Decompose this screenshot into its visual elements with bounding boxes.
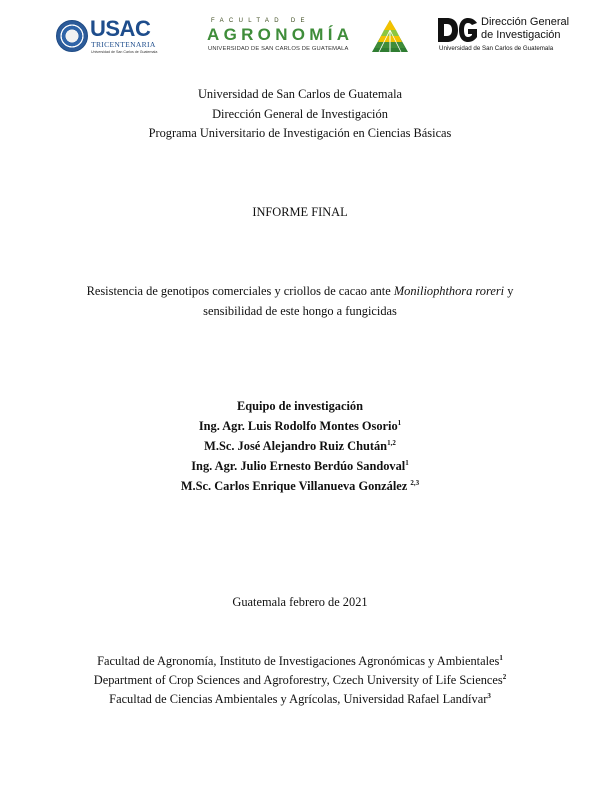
digi-logo-subtitle: Universidad de San Carlos de Guatemala xyxy=(439,45,554,52)
agronomia-logo-top: FACULTAD DE xyxy=(211,18,310,24)
team-member xyxy=(0,458,600,474)
usac-logo-subtitle: Universidad de San Carlos de Guatemala xyxy=(91,50,158,54)
affiliation-text: Department of Crop Sciences and Agroforestry, Czech University of Life Sciences xyxy=(93,673,503,687)
usac-logo xyxy=(56,16,160,58)
usac-seal-icon xyxy=(56,20,88,52)
member-affiliation: 2,3 xyxy=(410,479,420,487)
agronomia-logo-name: AGRONOMÍA xyxy=(207,25,354,44)
title-text-pre: Resistencia de genotipos comerciales y criollos de cacao ante xyxy=(86,284,394,298)
team-member xyxy=(0,438,600,454)
affiliation-text: Facultad de Ciencias Ambientales y Agrícolas, Universidad Rafael Landívar xyxy=(109,692,488,706)
member-name: M.Sc. José Alejandro Ruiz Chután xyxy=(204,439,388,453)
affiliation-line xyxy=(0,653,600,669)
affiliation-mark: 3 xyxy=(487,692,491,700)
institution-name: Universidad de San Carlos de Guatemala xyxy=(197,87,403,101)
member-name: M.Sc. Carlos Enrique Villanueva González xyxy=(180,479,411,493)
team-member xyxy=(0,478,600,494)
digi-logo-title-2: de Investigación xyxy=(481,29,561,41)
direction-name: Dirección General de Investigación xyxy=(212,107,388,121)
affiliation-text: Facultad de Agronomía, Instituto de Investigaciones Agronómicas y Ambientales xyxy=(97,654,500,668)
affiliation-mark: 1 xyxy=(499,654,503,662)
report-title-line-2: sensibilidad de este hongo a fungicidas xyxy=(203,304,397,318)
report-type: INFORME FINAL xyxy=(252,205,348,219)
member-name: Ing. Agr. Luis Rodolfo Montes Osorio xyxy=(198,419,398,433)
member-name: Ing. Agr. Julio Ernesto Berdúo Sandoval xyxy=(191,459,406,473)
agronomia-logo xyxy=(207,16,407,58)
usac-logo-name: USAC xyxy=(90,16,151,41)
team-member xyxy=(0,418,600,434)
affiliation-line xyxy=(0,691,600,707)
member-affiliation: 1 xyxy=(405,459,409,467)
digi-logo-title-1: Dirección General xyxy=(481,16,570,28)
affiliation-line xyxy=(0,672,600,688)
report-title-line-1 xyxy=(0,283,600,299)
member-affiliation: 1,2 xyxy=(387,439,396,447)
usac-logo-tagline: TRICENTENARIA xyxy=(91,40,156,49)
title-text-post: y xyxy=(504,284,514,298)
agronomia-logo-subtitle: UNIVERSIDAD DE SAN CARLOS DE GUATEMALA xyxy=(208,46,349,52)
member-affiliation: 1 xyxy=(397,419,402,427)
digi-logo xyxy=(437,16,570,58)
logo-bar xyxy=(0,16,600,58)
date-place: Guatemala febrero de 2021 xyxy=(232,595,368,609)
team-heading: Equipo de investigación xyxy=(237,399,363,413)
affiliation-mark: 2 xyxy=(502,673,507,681)
title-species-name: Moniliophthora roreri xyxy=(393,284,505,298)
digi-dg-icon xyxy=(437,17,479,43)
agronomia-fields-icon xyxy=(370,18,410,54)
program-name: Programa Universitario de Investigación en Ciencias Básicas xyxy=(148,126,452,140)
